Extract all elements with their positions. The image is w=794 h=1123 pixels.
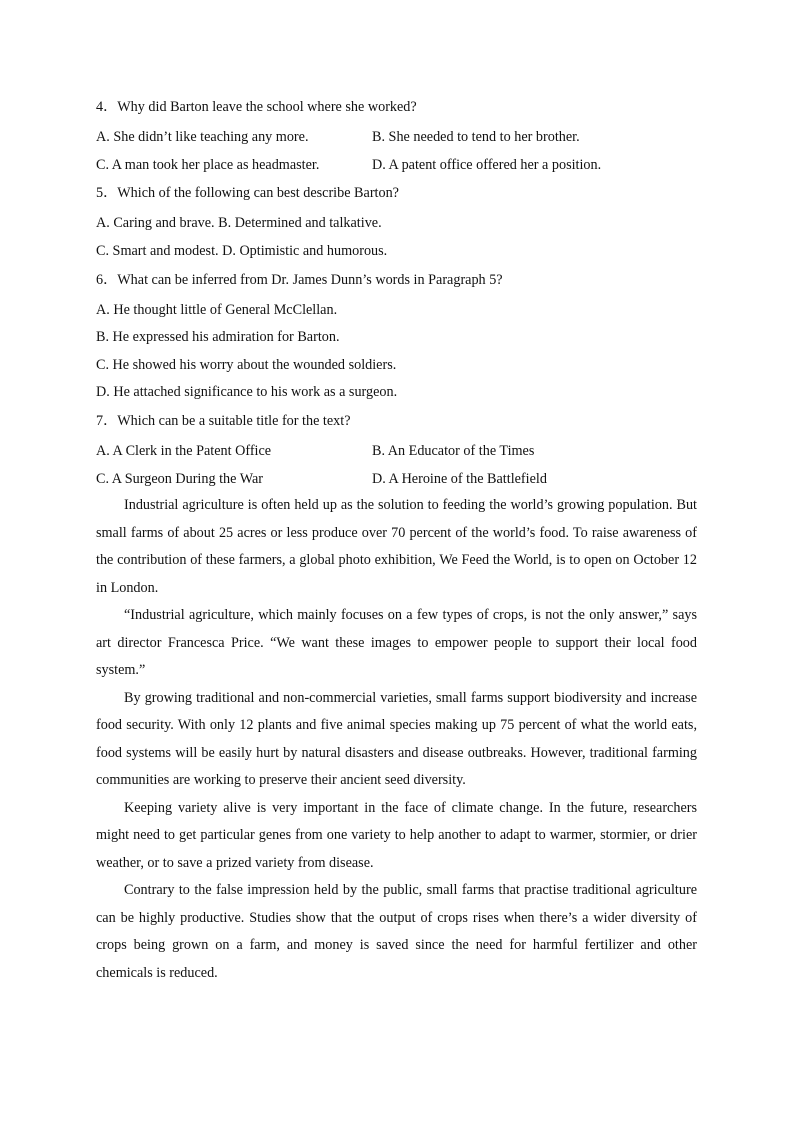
question-4-option-b: B. She needed to tend to her brother.	[372, 129, 580, 145]
question-5-stem: 5．Which of the following can best describe Barton?	[96, 185, 399, 201]
passage-paragraph-5: Contrary to the false impression held by the public, small farms that practise traditional agriculture can be highly productive. Studies show that the output of crops rises when there’s a wider diversity of crops being grown on a farm, and money is saved since the need for harmful fertilizer and other chemicals is reduced.	[96, 882, 697, 981]
question-6-option-b: B. He expressed his admiration for Barton.	[96, 329, 340, 345]
question-5-options-ab: A. Caring and brave. B. Determined and talkative.	[96, 215, 382, 231]
question-7-option-b: B. An Educator of the Times	[372, 443, 535, 459]
reading-passage	[96, 492, 697, 987]
passage-paragraph-3: By growing traditional and non-commercial varieties, small farms support biodiversity and increase food security. With only 12 plants and five animal species making up 75 percent of what the world eats, food systems will be easily hurt by natural disasters and disease outbreaks. However, traditional farming communities are working to preserve their ancient seed diversity.	[96, 689, 697, 788]
question-6-option-c: C. He showed his worry about the wounded soldiers.	[96, 357, 397, 373]
question-6-option-a: A. He thought little of General McClellan.	[96, 302, 338, 318]
question-4-option-c: C. A man took her place as headmaster.	[96, 157, 320, 173]
passage-paragraph-4: Keeping variety alive is very important in the face of climate change. In the future, researchers might need to get particular genes from one variety to help another to adapt to warmer, stormier, or drier weather, or to save a prized variety from disease.	[96, 799, 697, 871]
question-6-stem: 6．What can be inferred from Dr. James Dunn’s words in Paragraph 5?	[96, 272, 503, 288]
question-6-option-d: D. He attached significance to his work as a surgeon.	[96, 384, 398, 400]
question-5-options-cd: C. Smart and modest. D. Optimistic and humorous.	[96, 243, 388, 259]
passage-paragraph-2: “Industrial agriculture, which mainly focuses on a few types of crops, is not the only answer,” says art director Francesca Price. “We want these images to empower people to support their local food system.”	[96, 607, 697, 678]
question-7-option-a: A. A Clerk in the Patent Office	[96, 443, 272, 459]
question-7-option-c: C. A Surgeon During the War	[96, 471, 263, 487]
passage-paragraph-1: Industrial agriculture is often held up as the solution to feeding the world’s growing population. But small farms of about 25 acres or less produce over 70 percent of the world’s food. To raise awareness of the contribution of these farmers, a global photo exhibition, We Feed the World, is to open on October 12 in London.	[96, 497, 697, 596]
question-4-stem: 4．Why did Barton leave the school where she worked?	[96, 99, 417, 115]
question-4-option-a: A. She didn’t like teaching any more.	[96, 129, 309, 145]
question-4-option-d: D. A patent office offered her a position.	[372, 157, 602, 173]
question-7-option-d: D. A Heroine of the Battlefield	[372, 471, 547, 487]
question-7-stem: 7．Which can be a suitable title for the text?	[96, 413, 351, 429]
